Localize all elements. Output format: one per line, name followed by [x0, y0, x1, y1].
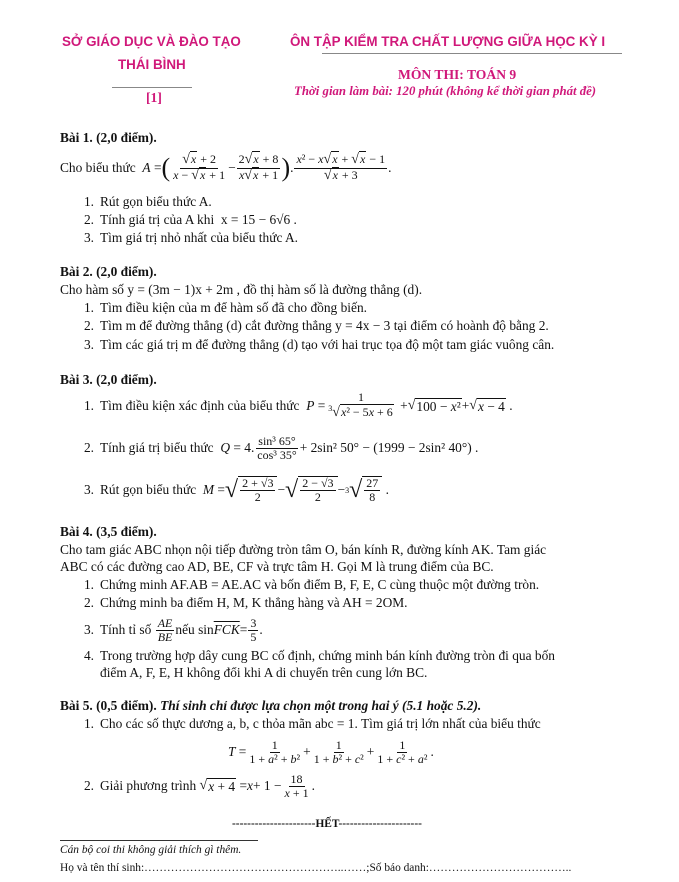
footer-rule — [60, 840, 258, 841]
bai4-intro-2: ABC có các đường cao AD, BE, CF và trực tâm H. Gọi M là trung điểm của BC. — [60, 559, 494, 574]
bai5-item-2: 2. Giải phương trình √ x + 4 = x + 1 − $\frac{18}{x + 1}$ . — [83, 771, 315, 800]
department-line1: SỞ GIÁO DỤC VÀ ĐÀO TẠO — [62, 34, 241, 49]
bai4-item-4-cont: điểm A, F, E, H không đổi khi A di chuyển trên cung lớn BC. — [100, 665, 428, 680]
department-line2: THÁI BÌNH — [118, 57, 186, 72]
bai1-item-2: 2. Tính giá trị của A khi x = 15 − 6√6 . — [83, 212, 297, 227]
bai4-item-1: 1. Chứng minh AF.AB = AE.AC và bốn điểm B, F, E, C cùng thuộc một đường tròn. — [83, 577, 540, 592]
bai5-title-line — [60, 698, 481, 714]
footer-note: Cán bộ coi thi không giải thích gì thêm. — [60, 844, 242, 856]
bai5-item-1: 1. Cho các số thực dương a, b, c thỏa mãn abc = 1. Tìm giá trị lớn nhất của biểu thức — [83, 716, 541, 731]
subject: MÔN THI: TOÁN 9 — [398, 67, 517, 82]
bai1-x-value: x = 15 − 6√6 . — [220, 212, 297, 227]
bai1-item-3: 3. Tìm giá trị nhỏ nhất của biểu thức A. — [83, 230, 299, 245]
header-rule-right — [322, 53, 622, 54]
bai4-item-3: 3. Tính tỉ số $\frac{AE}{BE}$ nếu sin $\overline{FCK}$ = $\frac{3}{5}$ . — [83, 615, 263, 644]
bai2-intro: Cho hàm số y = (3m − 1)x + 2m , đồ thị hàm số là đường thẳng (d). — [60, 282, 423, 297]
bai3-title: Bài 3. (2,0 điểm). — [60, 372, 157, 387]
bai5-title: Bài 5. (0,5 điểm). — [60, 698, 157, 713]
bai2-title: Bài 2. (2,0 điểm). — [60, 264, 157, 279]
bai1-item-1: 1. Rút gọn biểu thức A. — [83, 194, 212, 209]
bai3-item-3: 3. Rút gọn biểu thức M = √ $\frac{2 + √3}{2}$ − √ $\frac{2 - √3}{2}$ − 3 √ $\frac{27}{8}$ . — [83, 476, 389, 504]
student-info: Họ và tên thí sinh:……………………………………………..……;Số báo danh:……………………………….. — [60, 862, 572, 874]
bai4-item-2: 2. Chứng minh ba điểm H, M, K thẳng hàng và AH = 2OM. — [83, 595, 408, 610]
exam-title: ÔN TẬP KIỂM TRA CHẤT LƯỢNG GIỮA HỌC KỲ I — [290, 34, 606, 49]
bai1-title: Bài 1. (2,0 điểm). — [60, 130, 157, 145]
bai3-item-1: 1. Tìm điều kiện xác định của biểu thức P = $\frac{1}{^3√x^2 - 5x + 6}$ + √ 100 − x² + √ x − 4 . — [83, 390, 513, 420]
exam-time: Thời gian làm bài: 120 phút (không kể thời gian phát đề) — [294, 84, 597, 98]
bai4-title: Bài 4. (3,5 điểm). — [60, 524, 157, 539]
bai3-item-2: 2. Tính giá trị biểu thức Q = 4. $\frac{\text{sin³ 65°}}{\text{cos³ 35°}}$ + 2sin² 50° − (1999 − 2sin² 40°) . — [83, 433, 479, 462]
bai1-intro: Cho biểu thức — [60, 160, 136, 175]
header-rule-left — [112, 87, 192, 88]
bai2-item-1: 1. Tìm điều kiện của m để hàm số đã cho đồng biến. — [83, 300, 368, 315]
exam-code: [1] — [146, 90, 162, 105]
end-marker: ----------------------HẾT---------------------- — [232, 818, 422, 830]
bai4-item-4: 4. Trong trường hợp dây cung BC cố định, chứng minh bán kính đường tròn đi qua bốn — [83, 648, 555, 663]
bai5-note: Thí sinh chỉ được lựa chọn một trong hai ý (5.1 hoặc 5.2). — [160, 698, 482, 713]
bai2-item-3: 3. Tìm các giá trị m để đường thẳng (d) tạo với hai trục tọa độ một tam giác vuông cân. — [83, 337, 555, 352]
bai1-expression: Cho biểu thức A = ( $\frac{√x + 2}{x - √x + 1}$ − $\frac{2√x + 8}{x√x + 1}$ ) . $\frac{\text{x² − x√x + √x − 1}}{√x + 3}$ . — [60, 151, 392, 183]
bai5-t-expression: T = $\frac{1}{\text{1 + a² + b²}}$ + $\frac{1}{\text{1 + b² + c²}}$ + $\frac{1}{\text{1 + c² + a²}}$ . — [228, 737, 434, 766]
bai2-item-2: 2. Tìm m để đường thẳng (d) cắt đường thẳng y = 4x − 3 tại điểm có hoành độ bằng 2. — [83, 318, 549, 333]
bai4-intro-1: Cho tam giác ABC nhọn nội tiếp đường tròn tâm O, bán kính R, đường kính AK. Tam giác — [60, 542, 547, 557]
